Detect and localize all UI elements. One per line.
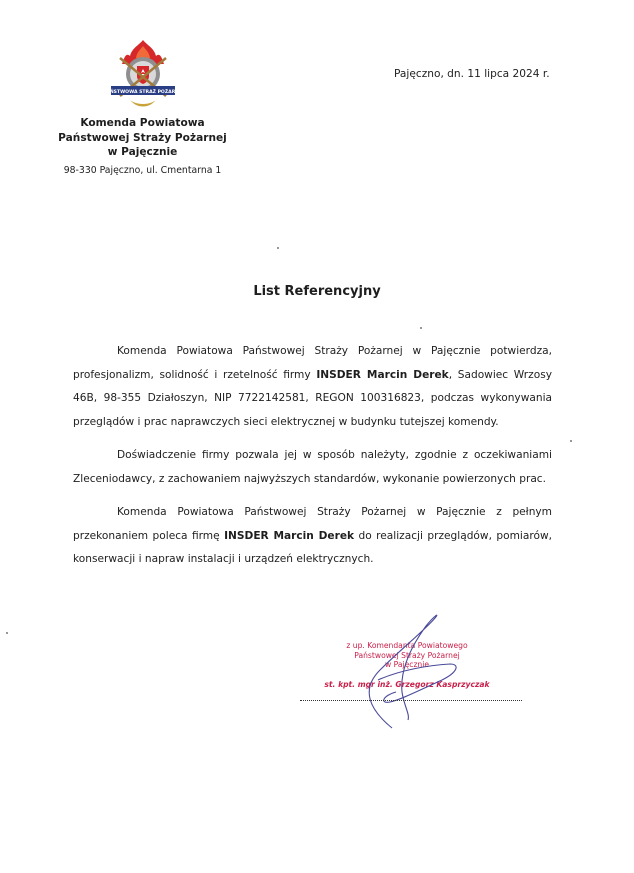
document-title: List Referencyjny: [253, 284, 381, 299]
org-name-line-1: Komenda Powiatowa: [80, 117, 205, 129]
stamp-line-3: w Pajęcznie: [384, 660, 430, 670]
stamp-signer: st. kpt. mgr inż. Grzegorz Kasprzyczak: [324, 679, 490, 689]
paragraph-3: [73, 501, 552, 572]
paragraph-2: Doświadczenie firmy pozwala jej w sposób należyty, zgodnie z oczekiwaniami Zleceniodawcy, z zachowaniem najwyższych standardów, wykonanie powierzonych prac.: [73, 449, 552, 485]
handwritten-signature: [330, 610, 470, 730]
company-name: INSDER Marcin Derek: [224, 529, 355, 542]
org-name-line-3: w Pajęcznie: [107, 146, 178, 158]
speck: [277, 247, 279, 249]
letter-body: [73, 340, 552, 582]
fire-service-emblem: [103, 38, 183, 110]
speck: [420, 327, 422, 329]
emblem-lettering: PAŃSTWOWA STRAŻ POŻARNA: [103, 90, 183, 95]
paragraph-1-text-a: Komenda Powiatowa Państwowej Straży Pożarnej w Pajęcznie potwierdza, profesjonalizm, solidność i rzetelność firmy: [73, 345, 552, 381]
paragraph-1: [73, 340, 552, 434]
stamp-line-2: Państwowej Straży Pożarnej: [354, 650, 460, 660]
date-line: Pajęczno, dn. 11 lipca 2024 r.: [394, 68, 550, 80]
org-address: 98-330 Pajęczno, ul. Cmentarna 1: [63, 164, 222, 176]
stamp-line-1: z up. Komendanta Powiatowego: [346, 641, 468, 650]
org-name-line-2: Państwowej Straży Pożarnej: [58, 131, 227, 144]
paragraph-1-text-c: , Sadowiec Wrzosy 46B, 98-355 Działoszyn, NIP 7722142581, REGON 100316823, podczas wykonywania przeglądów i prac naprawczych sieci elektrycznej w budynku tutejszej komendy.: [73, 368, 552, 428]
company-name: INSDER Marcin Derek: [316, 368, 449, 381]
organization-header: [40, 116, 245, 178]
paragraph-3-text-c: do realizacji przeglądów, pomiarów, konserwacji i napraw instalacji i urządzeń elektrycznych.: [73, 529, 552, 565]
speck: [6, 632, 8, 634]
signature-line: [300, 700, 522, 701]
speck: [570, 440, 572, 442]
paragraph-3-text-a: Komenda Powiatowa Państwowej Straży Pożarnej w Pajęcznie z pełnym przekonaniem poleca firmę: [73, 506, 552, 542]
